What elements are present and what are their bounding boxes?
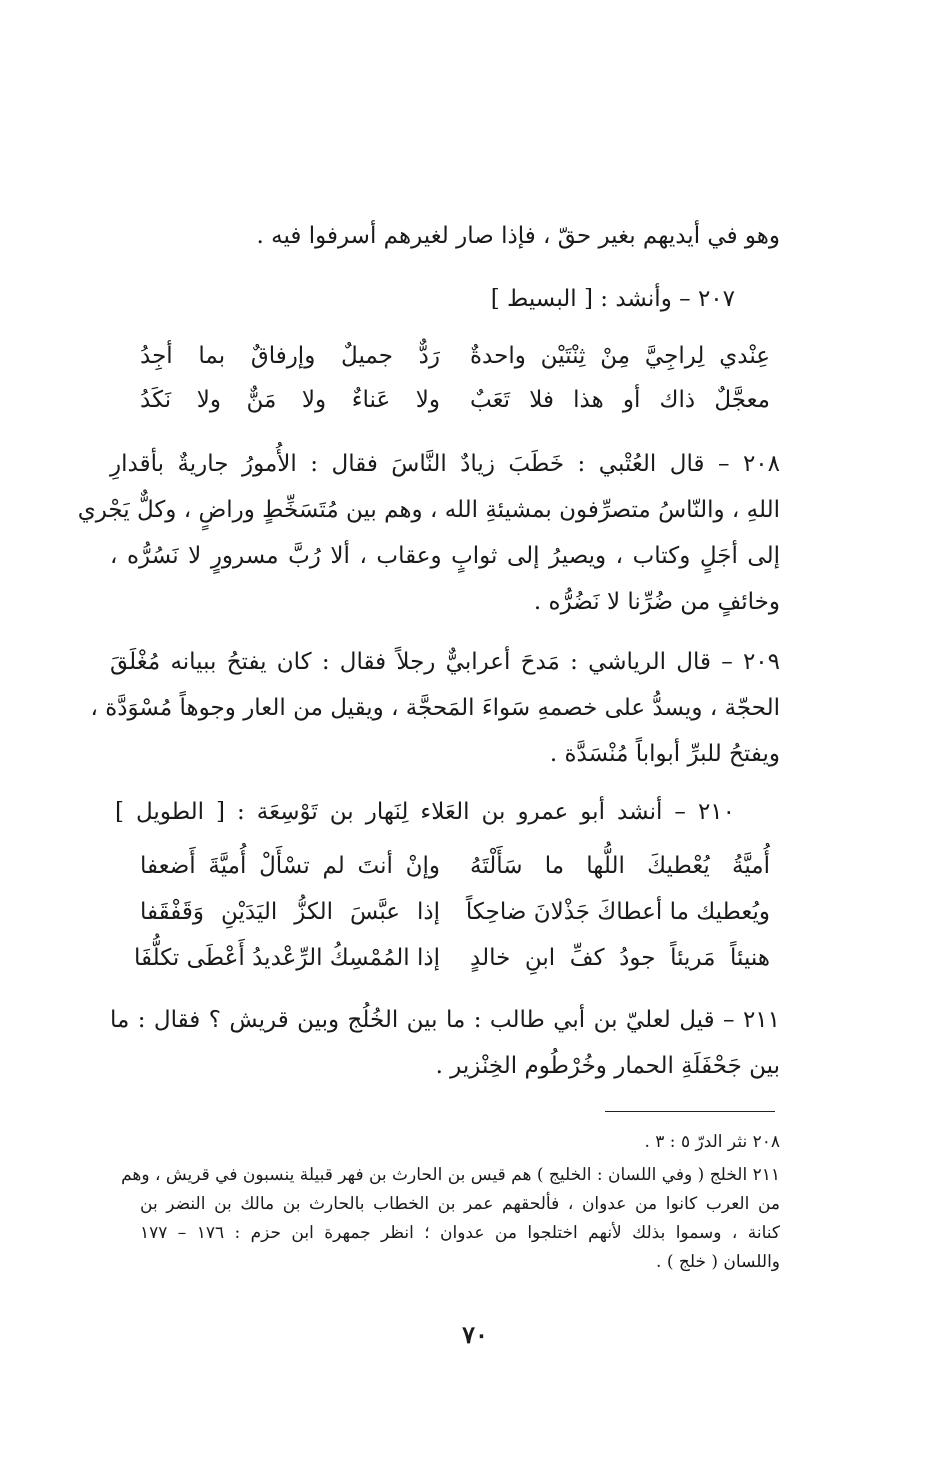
verse-210-3-left: إذا المُمْسِكُ الرِّعْديدُ أَعْطَى تكلُّفَا [133, 945, 440, 971]
entry-211-line-1: ٢١١ – قيل لعليّ بن أبي طالب : ما بين الخُلُج وبين قريش ؟ فقال : ما [110, 1007, 780, 1033]
entry-210-heading: ٢١٠ – أنشد أبو عمرو بن العَلاء لِنَهار بن تَوْسِعَة : [ الطويل ] [115, 799, 735, 825]
entry-208-line-3: إلى أجَلٍ وكتاب ، ويصيرُ إلى ثوابٍ وعقاب ، ألا رُبَّ مسرورٍ لا نَسُرُّه ، [110, 543, 780, 569]
verse-210-3-right: هنيئاً مَريئاً جودُ كفِّ ابنِ خالدٍ [470, 945, 770, 971]
verse-210-2-right: ويُعطيك ما أعطاكَ جَذْلانَ ضاحِكاً [465, 899, 770, 925]
footnote-211-line-4: واللسان ( خلج ) . [656, 1252, 780, 1272]
entry-208-line-1: ٢٠٨ – قال العُتْبي : خَطَبَ زيادٌ النَّاسَ فقال : الأُمورُ جاريةٌ بأقدارِ [110, 451, 780, 477]
footnote-208: ٢٠٨ نثر الدرّ ٥ : ٣ . [644, 1132, 780, 1152]
verse-210-1-left: وإنْ أنتَ لم تسْأَلْ أُميَّةَ أَضعفا [140, 853, 440, 879]
entry-209-line-2: الحجّة ، ويسدُّ على خصمهِ سَواءَ المَحجَّة ، ويقيل من العار وجوهاً مُسْوَدَّة ، [90, 695, 780, 721]
verse-207-1-right: عِنْدي لِراجِيَّ مِنْ ثِنْتَيْن واحدةٌ [470, 343, 770, 369]
footnote-211-line-1: ٢١١ الخلج ( وفي اللسان : الخليج ) هم قيس بن الحارث بن فهر قبيلة ينسبون في قريش ، وهم [121, 1165, 780, 1185]
verse-207-2-right: معجَّلٌ ذاك أو هذا فلا تَعَبٌ [470, 387, 770, 413]
verse-207-2-left: ولا عَناءٌ ولا مَنٌّ ولا نَكَدُ [140, 387, 440, 413]
footnote-211-line-3: كنانة ، وسموا بذلك لأنهم اختلجوا من عدوان ؛ انظر جمهرة ابن حزم : ١٧٦ – ١٧٧ [140, 1223, 780, 1243]
entry-209-line-3: ويفتحُ للبرِّ أبواباً مُنْسَدَّة . [549, 741, 780, 767]
entry-207-heading: ٢٠٧ – وأنشد : [ البسيط ] [490, 286, 735, 312]
entry-208-line-2: اللهِ ، والنّاسُ متصرِّفون بمشيئةِ الله ، وهم بين مُتَسَخِّطٍ وراضٍ ، وكلٌّ يَجْري [77, 497, 780, 523]
entry-208-line-4: وخائفٍ من ضُرِّنا لا نَضُرُّه . [533, 589, 780, 615]
entry-209-line-1: ٢٠٩ – قال الرياشي : مَدحَ أعرابيٌّ رجلاً فقال : كان يفتحُ ببيانه مُغْلَقَ [110, 649, 780, 675]
page-number: ٧٠ [462, 1320, 488, 1349]
verse-210-2-left: إذا عبَّسَ الكزُّ اليَدَيْنِ وَقَفْقَفا [140, 899, 440, 925]
intro-line: وهو في أيديهم بغير حقّ ، فإذا صار لغيرهم أسرفوا فيه . [256, 223, 780, 249]
verse-210-1-right: أُميَّةُ يُعْطيكَ اللُّها ما سَأَلْتَهُ [470, 853, 770, 879]
footnote-separator [605, 1111, 775, 1112]
footnote-211-line-2: من العرب كانوا من عدوان ، فألحقهم عمر بن الخطاب بالحارث بن مالك بن النضر بن [140, 1194, 780, 1214]
verse-207-1-left: رَدٌّ جميلٌ وإرفاقٌ بما أجِدُ [140, 343, 440, 369]
entry-211-line-2: بين جَحْفَلَةِ الحمار وخُرْطُوم الخِنْزير . [435, 1053, 780, 1079]
